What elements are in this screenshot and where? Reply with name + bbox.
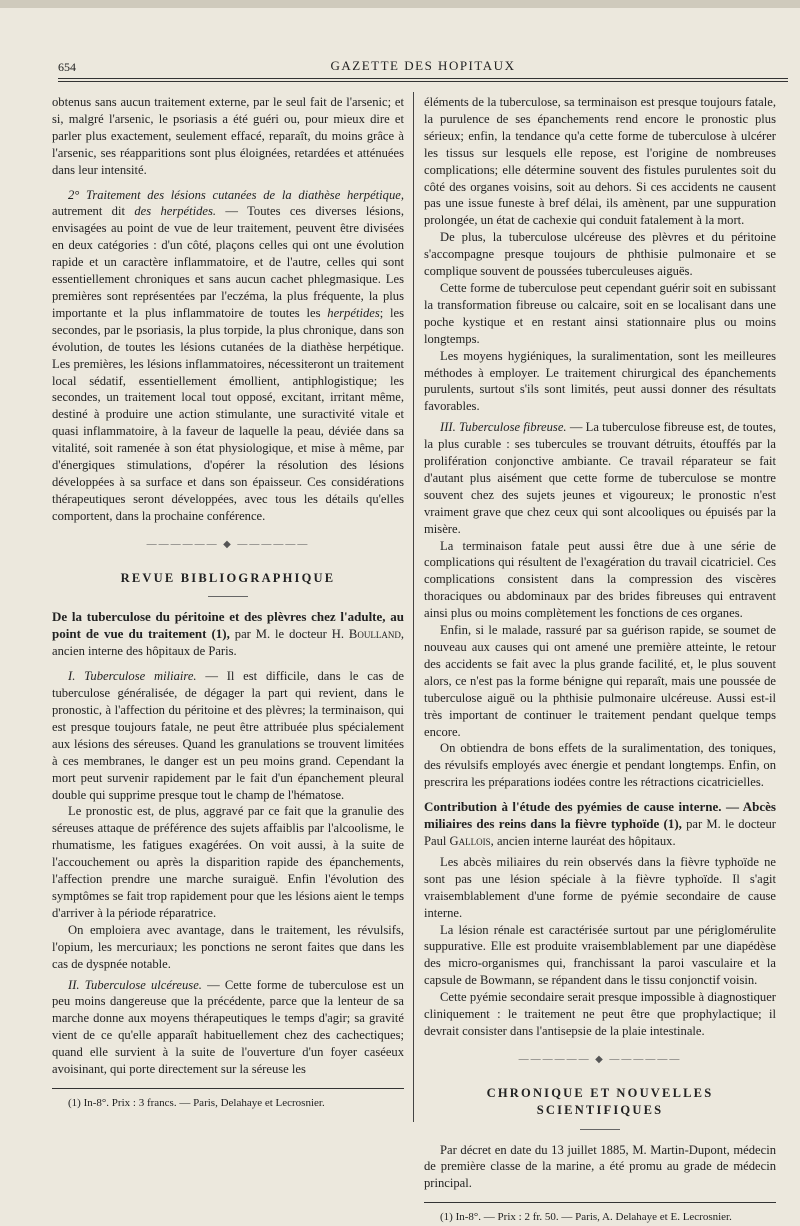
footnote-rule: [52, 1088, 404, 1089]
paragraph: I. Tuberculose miliaire. — Il est difficile, dans le cas de tuberculose généralisée, de dégager la part qui revient, dans le pronostic, à l'affection du péritoine et des plèvres; la terminaison, qui est presque toujours fatale, ne peut être attribuée plus spécialement aux lésions des séreuses. Quand les granulations se trouvent limitées à ces membranes, le danger est un peu moins grand. Cependant la mort peut survenir rapidement par le fait d'un épanchement pleural double qui supprime presque tout le champ de l'hématose.: [52, 669, 404, 802]
page-header: [58, 56, 788, 76]
paragraph: II. Tuberculose ulcéreuse. — Cette forme de tuberculose est un peu moins dangereuse que la précédente, parce que la lenteur de sa marche donne aux moyens thérapeutiques le temps d'agir; sa gravité vient de ce qu'elle apparaît habituellement chez des cachectiques; quand elle survient à la suite de l'ouverture d'un foyer caséeux avoisinant, qui porte directement sur la séreuse les: [52, 977, 404, 1077]
section-ornament: —————— ◆ ——————: [146, 538, 310, 550]
footnote-rule: [424, 1202, 776, 1203]
author-name: Boulland: [348, 627, 401, 642]
paragraph: III. Tuberculose fibreuse. — La tuberculose fibreuse est, de toutes, la plus curable : ses tubercules se trouvant détruits, étouffés par la prolifération conjonctive ambiante. Ce travail réparateur se fait d'autant plus aisément que cette forme de tuberculose se montre souvent chez des sujets jeunes et vigoureux; le pronostic n'est vraiment grave que chez ceux qui sont alcooliques ou épuisés par la misère.: [424, 420, 777, 536]
journal-title: GAZETTE DES HOPITAUX: [330, 58, 516, 73]
paragraph: Le pronostic est, de plus, aggravé par ce fait que la granulie des séreuses attaque de préférence des sujets affaiblis par l'alcoolisme, le rhumatisme, les fatigues exagérées. On voit aussi, à la suite de l'accouchement ou après la disparition rapide des épanchements, l'affection prendre une marche suraiguë. Enfin l'évolution des symptômes se fait trop rapidement pour que les lésions aient le temps d'arriver à la période réparatrice.: [52, 804, 404, 920]
footnote: (1) In-8°. Prix : 3 francs. — Paris, Delahaye et Lecrosnier.: [68, 1096, 325, 1109]
section-rule: [208, 596, 248, 597]
header-rule-thin: [58, 81, 788, 82]
paragraph: Les abcès miliaires du rein observés dans la fièvre typhoïde ne sont pas une lésion spéciale à la fièvre typhoïde. Il s'agit vraisemblablement d'une forme de pyémie secondaire de cause interne.: [424, 854, 776, 920]
paragraph: 2° Traitement des lésions cutanées de la diathèse herpétique, autrement dit des herpétides. — Toutes ces diverses lésions, envisagées au point de vue de leur traitement, peuvent être divisées en deux catégories : d'un côté, plaçons celles qui ont une évolution rapide et un caractère inflammatoire, et de l'autre, celles qui sont essentiellement chroniques et sans aucun cachet phlegmasique. Les premières sont représentées par l'eczéma, la plus fréquente, la plus importante et la plus inflammatoire de toutes les herpétides; les secondes, par le psoriasis, la plus torpide, la plus chronique, dans son évolution, de toutes les lésions cutanées de la diathèse herpétique. Les premières, les lésions inflammatoires, nécessiteront un traitement local sédatif, essentiellement émollient, antiphlogistique; les secondes, un traitement local tout opposé, excitant, irritant même, destiné à produire une action stimulante, une suractivité vitale et quasi inflammatoire, à la faveur de laquelle la peau, déviée dans sa vitalité, soit ramenée à son état physiologique, et mise à même, par d'énergiques stimulations, d'opérer la résolution des lésions développées à sa surface et dans son épaisseur. Ces considérations thérapeutiques seront développées, avec tous les détails qu'elles comportent, dans la prochaine conférence.: [52, 187, 405, 523]
subsection-label: III. Tuberculose fibreuse.: [440, 420, 567, 435]
paragraph: éléments de la tuberculose, sa terminaison est presque toujours fatale, la purulence de ses épanchements rend encore le pronostic plus sérieux; enfin, la tendance qu'a cette forme de tuberculose à ulcérer les tissus sur lesquels elle repose, est l'origine de nombreuses complications; elle détermine souvent des fistules purulentes soit du côté des organes voisins, soit au dehors. Si ces accidents ne causent pas une issue funeste à bref délai, ils amènent, par une suppuration prolongée, un état de cachexie qui conduit fatalement à la mort.: [424, 95, 776, 228]
paragraph: On obtiendra de bons effets de la suralimentation, des toniques, des révulsifs employés avec énergie et pendant longtemps. Enfin, on prescrira les préparations iodées contre les rétractions cicatricielles.: [424, 741, 776, 790]
paragraph: obtenus sans aucun traitement externe, par le seul fait de l'arsenic; et si, malgré l'arsenic, le psoriasis a été guéri ou, pour mieux dire et parler plus exactement, seulement effacé, reparaît, du moins grâce à l'arsenic, ses réapparitions sont plus éloignées, retardées et atténuées dans leur intensité.: [52, 95, 404, 177]
paragraph: Par décret en date du 13 juillet 1885, M. Martin-Dupont, médecin de première classe de la marine, a été promu au grade de médecin principal.: [424, 1142, 776, 1191]
footnote: (1) In-8°. — Prix : 2 fr. 50. — Paris, A. Delahaye et E. Lecrosnier.: [440, 1211, 732, 1224]
paragraph: La terminaison fatale peut aussi être due à une série de complications qui résultent de l'exagération du travail cicatriciel. Ces complications consistent dans la compression des viscères thoraciques ou abdominaux par des brides fibreuses qui entravent ainsi plus ou moins complètement les fonctions de ces organes.: [424, 538, 776, 621]
paragraph: Cette pyémie secondaire serait presque impossible à diagnostiquer cliniquement : le traitement ne peut être que prophylactique; il devrait consister dans l'antisepsie de la plaie intestinale.: [424, 990, 776, 1038]
subsection-heading: 2° Traitement des lésions cutanées de la diathèse herpétique,: [68, 187, 404, 202]
paragraph: De plus, la tuberculose ulcéreuse des plèvres et du péritoine s'accompagne presque toujours de phthisie pulmonaire et se complique souvent de poussées tuberculeuses aiguës.: [424, 230, 776, 279]
paragraph: Cette forme de tuberculose peut cependant guérir soit en subissant la transformation fibreuse ou calcaire, soit en se localisant dans une poche kystique et en restant ainsi stationnaire plus ou moins longtemps.: [424, 280, 776, 346]
section-rule: [580, 1129, 620, 1130]
subsection-label: I. Tuberculose miliaire.: [68, 669, 197, 684]
paragraph: Les moyens hygiéniques, la suralimentation, sont les meilleures méthodes à employer. Le traitement chirurgical des épanchements purulents, surtout s'ils sont limités, peut aussi donner des résultats favorables.: [424, 348, 776, 414]
author-name: Gallois: [449, 833, 491, 848]
section-title: CHRONIQUE ET NOUVELLES SCIENTIFIQUES: [486, 1085, 714, 1117]
page-number: 654: [58, 60, 76, 74]
subsection-label: II. Tuberculose ulcéreuse.: [68, 977, 202, 992]
paragraph: La lésion rénale est caractérisée surtout par une périglomérulite suppurative. Elle est produite vraisemblablement par une diapédèse des micro-organismes qui, franchissant la paroi vasculaire et la capsule de Bowmann, se répandent dans le tissu conjonctif voisin.: [424, 922, 776, 988]
page-top-edge: [0, 0, 800, 8]
paragraph: On emploiera avec avantage, dans le traitement, les révulsifs, l'opium, les mercuriaux; les ponctions ne seront faites que dans les cas de dyspnée notable.: [52, 922, 404, 971]
right-column: [424, 94, 776, 1226]
paragraph: Enfin, si le malade, rassuré par sa guérison rapide, se soumet de nouveau aux causes qui ont amené une première atteinte, le retour des accidents se fait avec la plus grande facilité, et, le plus souvent alors, ce n'est pas la forme bénigne qui reparaît, mais une poussée de tuberculose aiguë ou la phthisie pulmonaire ulcéreuse. Aussi est-il très important de continuer le traitement pendant quelque temps encore.: [424, 623, 776, 739]
section-ornament: —————— ◆ ——————: [518, 1053, 682, 1065]
header-rule: [58, 78, 788, 79]
section-title: REVUE BIBLIOGRAPHIQUE: [120, 570, 336, 585]
column-divider: [413, 92, 414, 1122]
article-title: Contribution à l'étude des pyémies de cause interne. — Abcès miliaires des reins dans la fièvre typhoïde (1), par M. le docteur Paul Gallois, ancien interne lauréat des hôpitaux.: [424, 799, 776, 848]
left-column: [52, 94, 404, 1112]
article-title: De la tuberculose du péritoine et des plèvres chez l'adulte, au point de vue du traitement (1), par M. le docteur H. Boulland, ancien interne des hôpitaux de Paris.: [52, 609, 404, 659]
